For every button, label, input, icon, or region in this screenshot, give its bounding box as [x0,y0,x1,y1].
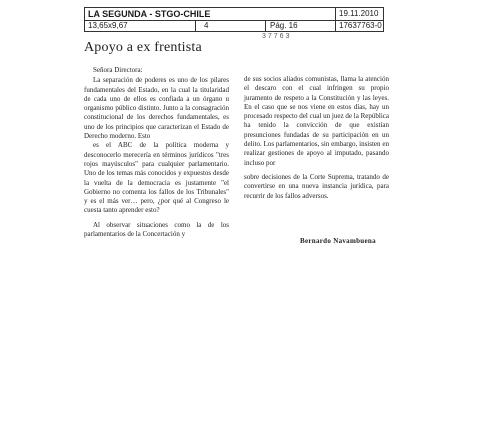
article-right-column [244,75,389,201]
clipping-size: 13,65x9,67 [88,21,128,30]
right-paragraph-2: sobre decisiones de la Corte Suprema, tratando de convertirse en una nueva instancia jurídica, para recurrir de los fallos adversos. [244,172,389,200]
article-left-column [84,66,229,239]
clipping-section: 4 [195,20,254,32]
publication-name: LA SEGUNDA - STGO-CHILE [88,9,211,19]
letter-signature: Bernardo Navambuena [300,237,376,245]
left-paragraph-1: La separación de poderes es uno de los pilares fundamentales del Estado, en la cual la titularidad de cada uno de ellos es confiada a un órgano u organismo público distinto. Junto a la consagración constitucional de los derechos fundamentales, es uno de los principios que caracterizan el Estado de Derecho moderno. Esto [84,76,229,141]
letter-greeting: Señora Directora: [93,66,143,74]
left-paragraph-2: es el ABC de la política moderna y desconocerlo merecería en términos jurídicos "tres rojos mayúsculos" para cualquier parlamentario. Uno de los temas más conocidos y expuestos desde la vuelta de la democracia es justamente "el Gobierno no comenta los fallos de los Tribunales" y es el más ver… pero, ¿por qué al Congreso le cuesta tanto aprender esto? [84,141,229,215]
clipping-header [84,7,384,32]
clipping-date: 19.11.2010 [335,8,387,20]
article-title: Apoyo a ex frentista [84,40,202,55]
left-paragraph-3: Al observar situaciones como la de los parlamentarios de la Concertación y [84,220,229,239]
right-paragraph-1: de sus socios aliados comunistas, llama la atención el descaro con el cual infringen su propio juramento de respeto a la Constitución y las leyes. En el caso que se nos viene en estos días, hay un procesado respecto del cual un juez de la República ha tenido la convicción de que existían presunciones fundadas de su participación en un delito. Los parlamentarios, sin embargo, insisten en realizar gestiones de apoyo al imputado, pasando incluso por [244,75,389,167]
barcode-digits: 37763 [262,33,292,40]
clipping-page: Pág. 16 [265,20,336,32]
clipping-id: 17637763-0 [335,20,387,32]
clipping-header-bottom-row [85,20,383,32]
